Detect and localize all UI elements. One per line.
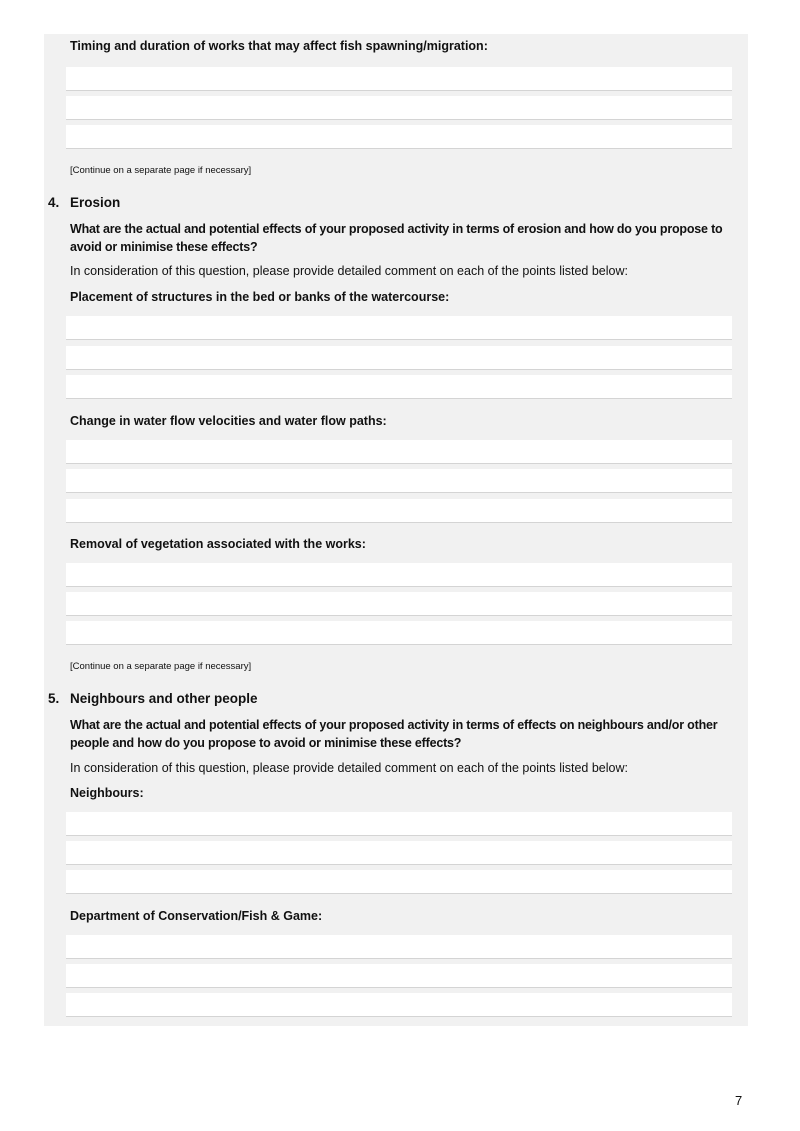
fish-timing-field-3[interactable] [66, 125, 732, 149]
water-flow-field-1[interactable] [66, 440, 732, 464]
section-5-instruction: In consideration of this question, please provide detailed comment on each of the points listed below: [70, 761, 628, 775]
water-flow-field-3[interactable] [66, 499, 732, 523]
section-4-instruction: In consideration of this question, please provide detailed comment on each of the points listed below: [70, 264, 628, 278]
vegetation-removal-field-2[interactable] [66, 592, 732, 616]
section-4-number: 4. [48, 195, 60, 210]
doc-fish-game-label: Department of Conservation/Fish & Game: [70, 909, 323, 923]
neighbours-label: Neighbours: [70, 786, 144, 800]
placement-structures-field-2[interactable] [66, 346, 732, 370]
placement-structures-label: Placement of structures in the bed or banks of the watercourse: [70, 290, 450, 304]
section-5-number: 5. [48, 691, 60, 706]
doc-fish-game-field-1[interactable] [66, 935, 732, 959]
placement-structures-field-3[interactable] [66, 375, 732, 399]
doc-fish-game-field-3[interactable] [66, 993, 732, 1017]
vegetation-removal-field-1[interactable] [66, 563, 732, 587]
neighbours-field-1[interactable] [66, 812, 732, 836]
fish-timing-label: Timing and duration of works that may affect fish spawning/migration: [70, 39, 488, 53]
section-5-question: What are the actual and potential effects of your proposed activity in terms of effects on neighbours and/or other people and how do you propose to avoid or minimise these effects? [70, 718, 718, 750]
section-4-question: What are the actual and potential effects of your proposed activity in terms of erosion and how do you propose to avoid or minimise these effects? [70, 222, 723, 254]
neighbours-field-3[interactable] [66, 870, 732, 894]
fish-timing-field-2[interactable] [66, 96, 732, 120]
continue-note: [Continue on a separate page if necessary] [70, 661, 252, 672]
section-4-title: Erosion [70, 195, 121, 210]
vegetation-removal-label: Removal of vegetation associated with the works: [70, 537, 366, 551]
water-flow-label: Change in water flow velocities and water flow paths: [70, 414, 387, 428]
section-5-title: Neighbours and other people [70, 691, 258, 706]
water-flow-field-2[interactable] [66, 469, 732, 493]
vegetation-removal-field-3[interactable] [66, 621, 732, 645]
fish-timing-field-1[interactable] [66, 67, 732, 91]
continue-note: [Continue on a separate page if necessary] [70, 165, 252, 176]
doc-fish-game-field-2[interactable] [66, 964, 732, 988]
placement-structures-field-1[interactable] [66, 316, 732, 340]
page-number: 7 [735, 1093, 743, 1108]
neighbours-field-2[interactable] [66, 841, 732, 865]
